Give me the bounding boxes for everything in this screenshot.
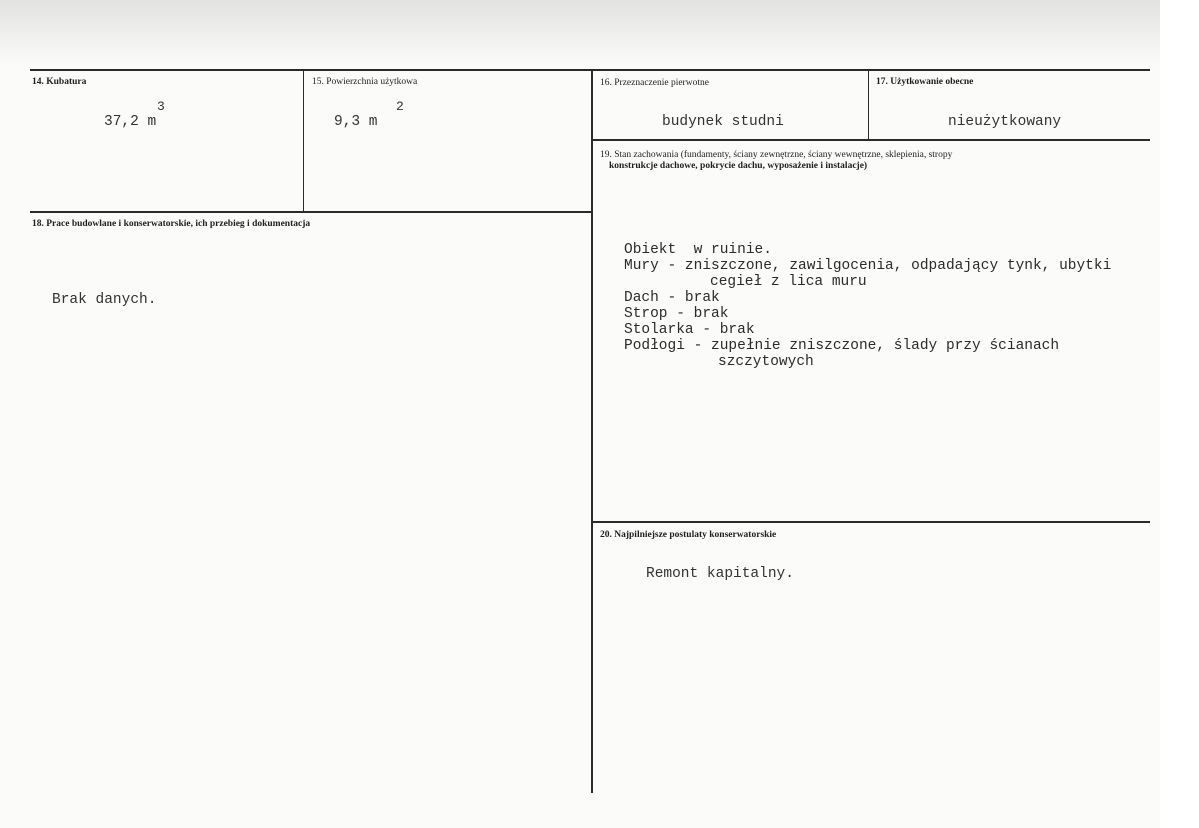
field-14-label: 14. Kubatura — [32, 77, 87, 87]
top-rule — [30, 69, 1150, 71]
field-15-exponent: 2 — [396, 99, 404, 114]
field-15-value: 9,3 m — [334, 114, 378, 130]
divider-14-15 — [303, 71, 304, 211]
condition-line: Strop - brak — [624, 306, 729, 322]
field-20-label: 20. Najpilniejsze postulaty konserwatorskie — [600, 530, 777, 540]
field-17-label: 17. Użytkowanie obecne — [876, 77, 974, 87]
field-18-value: Brak danych. — [52, 292, 157, 308]
field-19-label-line2: konstrukcje dachowe, pokrycie dachu, wyposażenie i instalacje) — [609, 161, 868, 171]
rule-above-20 — [593, 521, 1150, 523]
condition-line: Obiekt w ruinie. — [624, 242, 772, 258]
field-17-value: nieużytkowany — [948, 114, 1062, 130]
condition-line: Stolarka - brak — [624, 322, 755, 338]
field-16-value: budynek studni — [662, 114, 784, 130]
divider-16-17 — [868, 71, 869, 139]
field-19-condition-text — [624, 242, 1111, 370]
condition-line: Mury - zniszczone, zawilgocenia, odpadający tynk, ubytki — [624, 258, 1112, 274]
field-16-label: 16. Przeznaczenie pierwotne — [600, 78, 709, 88]
rule-under-14-15 — [30, 211, 591, 213]
field-18-label: 18. Prace budowlane i konserwatorskie, ich przebieg i dokumentacja — [32, 219, 311, 229]
field-19-label — [600, 150, 952, 172]
field-14-exponent: 3 — [157, 99, 165, 114]
field-14-value: 37,2 m — [104, 114, 157, 130]
scan-right-edge — [1160, 0, 1199, 828]
field-20-value: Remont kapitalny. — [646, 566, 794, 582]
field-15-label: 15. Powierzchnia użytkowa — [312, 77, 418, 87]
scan-top-shade — [0, 0, 1160, 66]
condition-line: Dach - brak — [624, 290, 720, 306]
condition-line: cegieł z lica muru — [710, 274, 867, 290]
field-19-label-line1: 19. Stan zachowania (fundamenty, ściany zewnętrzne, ściany wewnętrzne, sklepienia, stropy — [600, 150, 953, 160]
center-divider — [591, 71, 593, 793]
condition-line: szczytowych — [718, 354, 814, 370]
condition-line: Podłogi - zupełnie zniszczone, ślady przy ścianach — [624, 338, 1060, 354]
rule-under-16-17 — [593, 139, 1150, 141]
